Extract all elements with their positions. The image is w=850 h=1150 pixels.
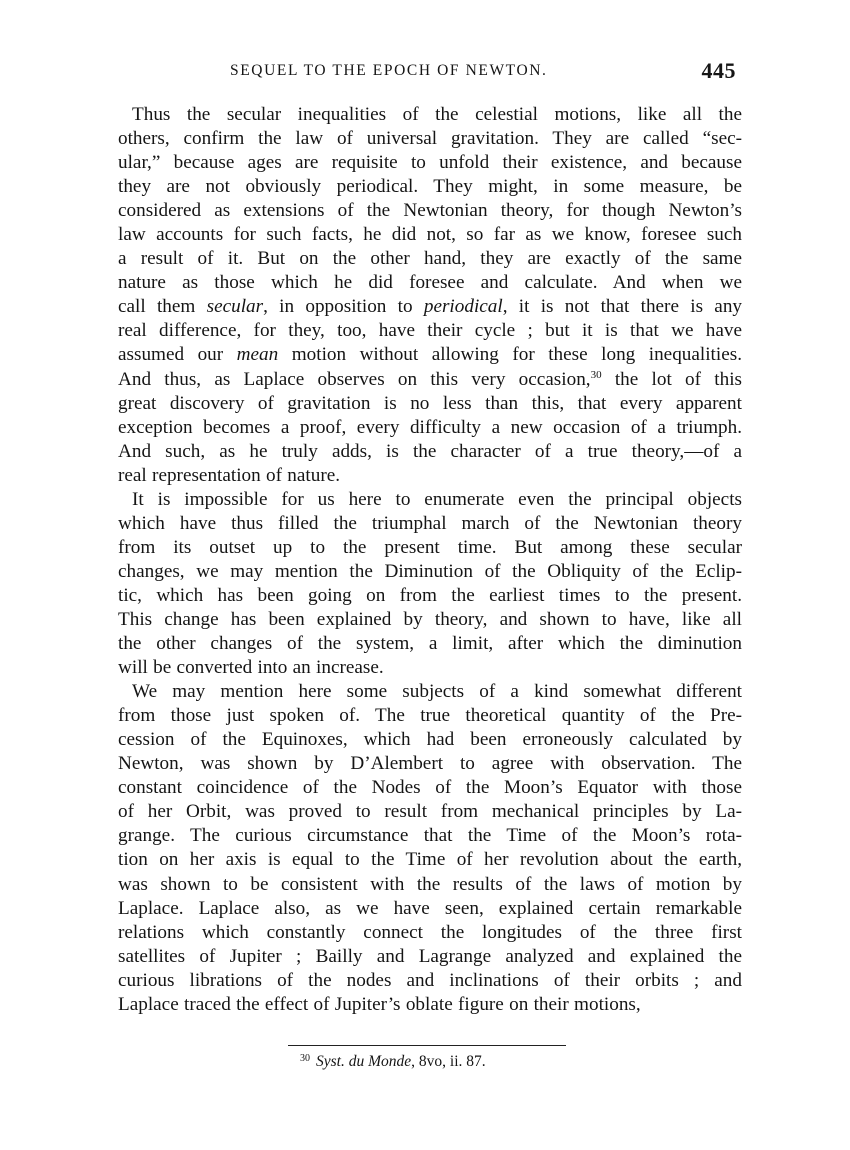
- text-line: [118, 656, 742, 680]
- text-line: [118, 319, 742, 343]
- text-line: [118, 368, 742, 392]
- text-segment: exception becomes a proof, every difficulty a new occasion of a triumph.: [118, 416, 742, 438]
- text-line: [118, 295, 742, 319]
- text-line: [118, 512, 742, 536]
- text-segment: tion on her axis is equal to the Time of her revolution about the earth,: [118, 849, 742, 871]
- text-segment: relations which constantly connect the longitudes of the three first: [118, 921, 742, 943]
- text-segment: motion without allowing for these long inequalities.: [278, 344, 742, 366]
- text-segment: constant coincidence of the Nodes of the Moon’s Equator with those: [118, 777, 742, 799]
- text-line: [118, 584, 742, 608]
- text-segment: was shown to be consistent with the results of the laws of motion by: [118, 873, 742, 895]
- text-segment: , in opposition to: [263, 296, 424, 318]
- text-segment: Thus the secular inequalities of the celestial motions, like all the: [132, 104, 742, 125]
- paragraph: [118, 103, 742, 488]
- text-segment: tic, which has been going on from the earliest times to the present.: [118, 584, 742, 606]
- text-line: [118, 488, 742, 512]
- body-text: [118, 103, 742, 1017]
- text-line: [118, 127, 742, 151]
- text-segment: the lot of this: [601, 368, 742, 390]
- text-segment: real representation of nature.: [118, 464, 341, 486]
- text-segment: call them: [118, 296, 207, 318]
- text-line: [118, 464, 742, 488]
- text-line: [118, 776, 742, 800]
- italic-term: mean: [236, 344, 279, 366]
- footnote-reference: Syst. du Monde: [316, 1053, 412, 1070]
- page-number: 445: [701, 58, 736, 83]
- italic-term: secular: [206, 296, 264, 318]
- text-segment: law accounts for such facts, he did not, so far as we know, foresee such: [118, 224, 742, 246]
- running-title: SEQUEL TO THE EPOCH OF NEWTON.: [230, 62, 548, 79]
- text-segment: Newton, was shown by D’Alembert to agree with observation. The: [118, 753, 742, 775]
- text-line: [118, 873, 742, 897]
- text-line: [118, 848, 742, 872]
- text-segment: And such, as he truly adds, is the character of a true theory,—of a: [118, 440, 742, 462]
- text-line: [118, 223, 742, 247]
- footnote: [300, 1053, 560, 1071]
- text-line: [118, 680, 742, 704]
- text-line: [118, 608, 742, 632]
- text-segment: And thus, as Laplace observes on this very occasion,: [118, 368, 591, 390]
- text-line: [118, 728, 742, 752]
- text-line: [118, 993, 742, 1017]
- text-line: [118, 800, 742, 824]
- text-segment: , it is not that there is any: [502, 296, 743, 318]
- text-line: [118, 440, 742, 464]
- text-segment: from its outset up to the present time. But among these secular: [118, 536, 742, 558]
- text-segment: We may mention here some subjects of a kind somewhat different: [132, 681, 742, 703]
- text-line: [118, 536, 742, 560]
- text-line: [118, 103, 742, 127]
- text-segment: grange. The curious circumstance that the Time of the Moon’s rota-: [118, 825, 742, 847]
- text-segment: of her Orbit, was proved to result from mechanical principles by La-: [118, 801, 742, 823]
- text-segment: real difference, for they, too, have their cycle ; but it is that we have: [118, 320, 742, 342]
- text-line: [118, 752, 742, 776]
- text-line: [118, 921, 742, 945]
- footnote-mark: 30: [300, 1053, 310, 1064]
- text-segment: assumed our: [118, 344, 237, 366]
- text-line: [118, 175, 742, 199]
- text-segment: from those just spoken of. The true theoretical quantity of the Pre-: [118, 705, 742, 727]
- text-segment: will be converted into an increase.: [118, 657, 384, 679]
- text-segment: satellites of Jupiter ; Bailly and Lagrange analyzed and explained the: [118, 945, 742, 967]
- text-segment: considered as extensions of the Newtonian theory, for though Newton’s: [118, 200, 742, 222]
- text-segment: This change has been explained by theory, and shown to have, like all: [118, 608, 742, 630]
- text-line: [118, 824, 742, 848]
- italic-term: periodical: [423, 296, 503, 318]
- text-line: [118, 704, 742, 728]
- text-line: [118, 271, 742, 295]
- text-line: [118, 343, 742, 367]
- text-segment: which have thus filled the triumphal march of the Newtonian theory: [118, 512, 742, 534]
- text-segment: cession of the Equinoxes, which had been erroneously calculated by: [118, 729, 742, 751]
- text-segment: the other changes of the system, a limit, after which the diminution: [118, 633, 742, 655]
- text-segment: changes, we may mention the Diminution of the Obliquity of the Eclip-: [118, 560, 742, 582]
- text-segment: It is impossible for us here to enumerate even the principal objects: [132, 488, 742, 510]
- text-segment: curious librations of the nodes and inclinations of their orbits ; and: [118, 969, 742, 991]
- footnote-detail: , 8vo, ii. 87.: [411, 1053, 486, 1070]
- footnote-reference-mark: 30: [590, 368, 602, 381]
- footnote-rule: [288, 1045, 566, 1046]
- text-line: [118, 560, 742, 584]
- text-segment: they are not obviously periodical. They might, in some measure, be: [118, 176, 742, 198]
- text-segment: nature as those which he did foresee and calculate. And when we: [118, 272, 742, 294]
- text-segment: great discovery of gravitation is no less than this, that every apparent: [118, 392, 742, 414]
- running-head: [118, 58, 738, 90]
- text-line: [118, 151, 742, 175]
- text-line: [118, 416, 742, 440]
- text-segment: ular,” because ages are requisite to unfold their existence, and because: [118, 152, 742, 174]
- paragraph: [118, 680, 742, 1017]
- paragraph: [118, 488, 742, 680]
- text-line: [118, 392, 742, 416]
- text-line: [118, 199, 742, 223]
- text-line: [118, 945, 742, 969]
- text-line: [118, 897, 742, 921]
- text-segment: others, confirm the law of universal gravitation. They are called “sec-: [118, 128, 742, 150]
- text-line: [118, 247, 742, 271]
- text-segment: Laplace. Laplace also, as we have seen, explained certain remarkable: [118, 897, 742, 919]
- text-line: [118, 969, 742, 993]
- text-segment: a result of it. But on the other hand, they are exactly of the same: [118, 248, 742, 270]
- text-line: [118, 632, 742, 656]
- text-segment: Laplace traced the effect of Jupiter’s oblate figure on their motions,: [118, 993, 641, 1015]
